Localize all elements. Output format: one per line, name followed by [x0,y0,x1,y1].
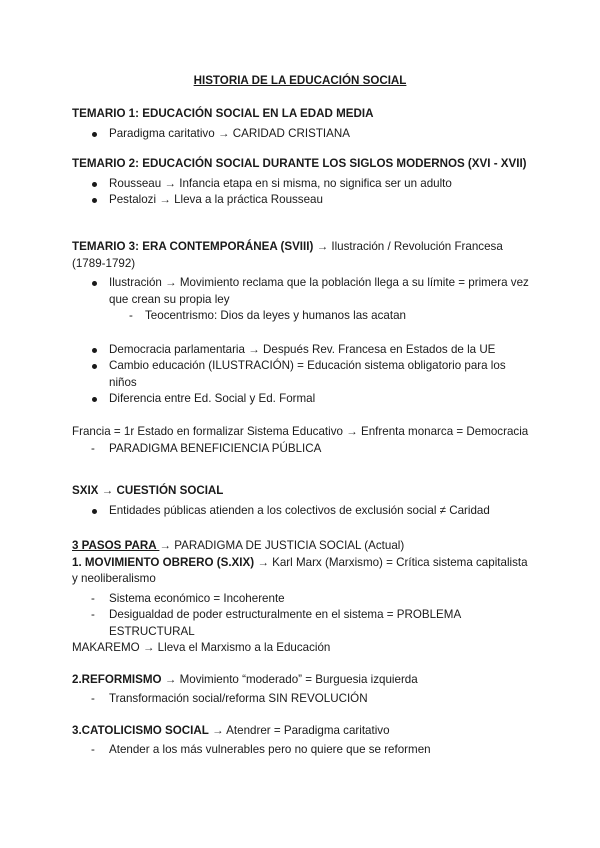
list-item: Diferencia entre Ed. Social y Ed. Formal [72,391,532,408]
section-temario-2 [72,156,532,209]
paso-1: 1. MOVIMIENTO OBRERO (S.XIX) → Karl Marx (Marxismo) = Crítica sistema capitalista y neoliberalismo [72,555,528,585]
section-sxix [72,483,532,519]
list-item: Rousseau → Infancia etapa en si misma, no significa ser un adulto [72,176,532,193]
dash-item: - PARADIGMA BENEFICIENCIA PÚBLICA [72,441,532,458]
list-item: Pestalozi → Lleva a la práctica Rousseau [72,192,532,209]
bullet-icon [92,348,97,353]
dash-item: - Sistema económico = Incoherente [72,591,532,608]
temario-1-heading: TEMARIO 1: EDUCACIÓN SOCIAL EN LA EDAD MEDIA [72,107,374,120]
dash-marker: - [91,743,95,756]
temario-2-heading: TEMARIO 2: EDUCACIÓN SOCIAL DURANTE LOS SIGLOS MODERNOS (XVI - XVII) [72,157,527,170]
bullet-icon [92,132,97,137]
bullet-icon [92,281,97,286]
dash-item: - Atender a los más vulnerables pero no quiere que se reformen [72,742,532,759]
dash-marker: - [91,692,95,705]
paso-2: 2.REFORMISMO → Movimiento “moderado” = Burguesia izquierda [72,672,418,686]
pasos-heading: 3 PASOS PARA → PARADIGMA DE JUSTICIA SOCIAL (Actual) [72,539,405,552]
dash-item: - Transformación social/reforma SIN REVOLUCIÓN [72,691,532,708]
paso-3: 3.CATOLICISMO SOCIAL → Atendrer = Paradigma caritativo [72,723,390,737]
section-temario-1 [72,106,532,142]
bullet-icon [92,364,97,369]
list-item: Paradigma caritativo → CARIDAD CRISTIANA [72,126,532,143]
makaremo-line: MAKAREMO → Lleva el Marxismo a la Educación [72,641,331,654]
dash-marker: - [91,591,95,605]
bullet-icon [92,509,97,514]
list-item: Cambio educación (ILUSTRACIÓN) = Educación sistema obligatorio para los niños [72,358,532,391]
page-title: HISTORIA DE LA EDUCACIÓN SOCIAL [193,74,407,87]
bullet-icon [92,397,97,402]
dash-marker: - [91,442,95,455]
section-temario-3 [72,239,532,458]
bullet-icon [92,182,97,187]
temario-3-heading: TEMARIO 3: ERA CONTEMPORÁNEA (SVIII) → Ilustración / Revolución Francesa (1789-1792) [72,240,503,270]
dash-item: - Desigualdad de poder estructuralmente en el sistema = PROBLEMA ESTRUCTURAL [91,608,461,638]
sxix-heading: SXIX → CUESTIÓN SOCIAL [72,484,224,497]
francia-paragraph: Francia = 1r Estado en formalizar Sistema Educativo → Enfrenta monarca = Democracia [72,424,529,438]
bullet-icon [92,198,97,203]
dash-marker: - [129,309,133,322]
sub-list-item: - Teocentrismo: Dios da leyes y humanos las acatan [72,308,532,325]
dash-marker: - [91,608,95,621]
section-3-pasos [72,538,532,759]
list-item: Ilustración → Movimiento reclama que la población llega a su límite = primera vez que crean su propia ley [72,275,532,308]
list-item: Democracia parlamentaria → Después Rev. Francesa en Estados de la UE [72,342,532,359]
list-item: Entidades públicas atienden a los colectivos de exclusión social ≠ Caridad [72,503,532,520]
